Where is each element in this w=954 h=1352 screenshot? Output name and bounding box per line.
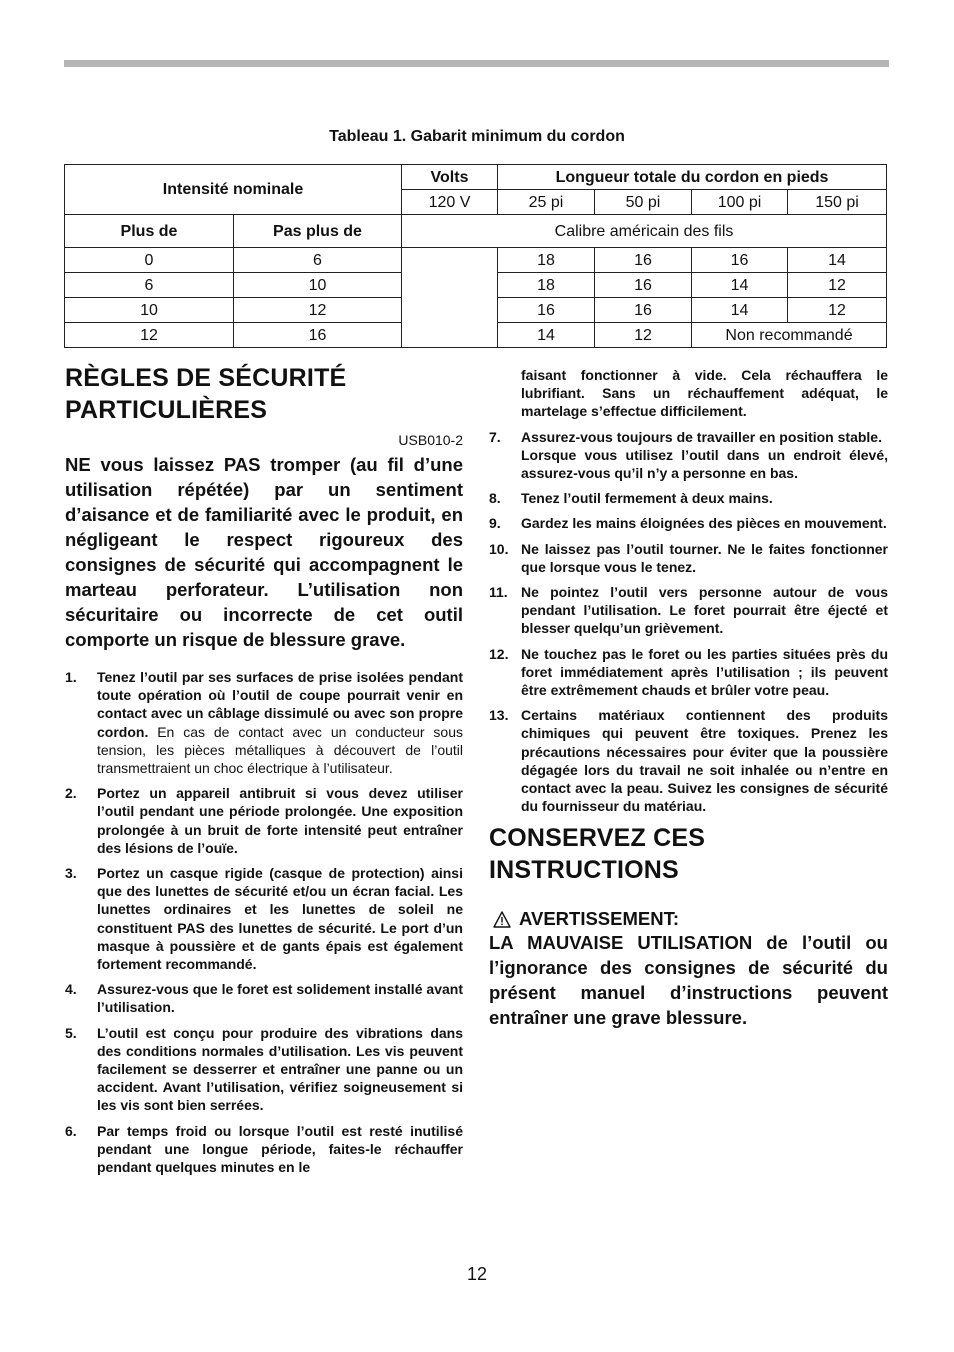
- length-25: 25 pi: [498, 190, 595, 215]
- list-item: [489, 489, 888, 507]
- item-bold-text: Tenez l’outil fermement à deux mains.: [521, 490, 773, 507]
- cell: 14: [498, 323, 595, 348]
- cell: 14: [692, 298, 788, 323]
- length-100: 100 pi: [692, 190, 788, 215]
- item-number: 5.: [65, 1024, 77, 1041]
- list-item: [489, 428, 888, 483]
- item-number: 4.: [65, 981, 77, 998]
- list-item: [65, 1122, 463, 1177]
- cell: 16: [595, 298, 692, 323]
- header-intensite: Intensité nominale: [65, 165, 402, 215]
- page-number: 12: [466, 1264, 488, 1284]
- item-number: 3.: [65, 865, 77, 882]
- cell: 18: [498, 273, 595, 298]
- cell: 6: [234, 248, 402, 273]
- cell: 10: [65, 298, 234, 323]
- item-bold-text: Portez un appareil antibruit si vous devez utiliser l’outil pendant une période prolongée. Une exposition prolongée à un bruit de forte intensité peut entraîner des lésions de l’ouïe.: [97, 785, 463, 856]
- item-number: 1.: [65, 669, 77, 685]
- list-item: [489, 540, 888, 576]
- length-50: 50 pi: [595, 190, 692, 215]
- section-title-conservez: CONSERVEZ CES INSTRUCTIONS: [489, 824, 706, 885]
- item-number: 7.: [489, 428, 501, 445]
- item-bold-text: Gardez les mains éloignées des pièces en mouvement.: [521, 515, 887, 532]
- warning-triangle-icon: [493, 911, 511, 928]
- table-row: [65, 248, 887, 273]
- cell: 10: [234, 273, 402, 298]
- warning-label: AVERTISSEMENT:: [519, 908, 680, 930]
- length-150: 150 pi: [788, 190, 887, 215]
- rules-list-right: [489, 428, 888, 816]
- rules-list-left: [65, 668, 463, 1176]
- item-bold-text-2: Lorsque vous utilisez l’outil dans un endroit élevé, assurez-vous qu’il n’y a personne en bas.: [521, 446, 888, 482]
- list-item: [65, 784, 463, 857]
- warning-heading: [489, 908, 888, 930]
- header-plus-de: Plus de: [65, 215, 234, 248]
- cell: 12: [234, 298, 402, 323]
- item-normal-text: En cas de contact avec un conducteur sous tension, les pièces métalliques à découvert de l’outil transmettraient un choc électrique à l’utilisateur.: [97, 723, 463, 777]
- cell: 12: [65, 323, 234, 348]
- cell-non-recommande: Non recommandé: [692, 323, 887, 348]
- list-item: [65, 864, 463, 973]
- cell: 16: [234, 323, 402, 348]
- warning-body: LA MAUVAISE UTILISATION de l’outil ou l’ignorance des consignes de sécurité du présent manuel d’instructions peuvent entraîner une grave blessure.: [489, 932, 888, 1029]
- cell: 14: [692, 273, 788, 298]
- section-title-regles: RÈGLES DE SÉCURITÉ PARTICULIÈRES: [65, 364, 347, 424]
- list-item: [65, 980, 463, 1016]
- empty-volts-cell: [402, 248, 498, 348]
- item-bold-text: L’outil est conçu pour produire des vibrations dans des conditions normales d’utilisation. Les vis peuvent facilement se desserrer et entraîner une panne ou un accident. Avant l’utilisation, vérifiez soigneusement si les vis sont bien serrées.: [97, 1024, 463, 1114]
- cord-gauge-table: [64, 164, 887, 348]
- item-6-continuation: faisant fonctionner à vide. Cela réchauffera le lubrifiant. Sans un réchauffement adéquat, le martelage s’effectue difficilement.: [521, 367, 888, 420]
- item-bold-text: Ne laissez pas l’outil tourner. Ne le faites fonctionner que lorsque vous le tenez.: [521, 540, 888, 575]
- item-bold-text: Certains matériaux contiennent des produits chimiques qui peuvent être toxiques. Prenez les précautions nécessaires pour éviter que la poussière dégagée lors du travail ne soit inhalée ou n’entre en contact avec la peau. Suivez les consignes de sécurité du fournisseur du matériau.: [521, 707, 888, 815]
- item-bold-text: Assurez-vous toujours de travailler en position stable.: [521, 428, 882, 445]
- lead-warning-text: NE vous laissez PAS tromper (au fil d’une utilisation répétée) par un sentiment d’aisance et de familiarité avec le produit, en négligeant le respect rigoureux des consignes de sécurité qui accompagnent le marteau perforateur. L’utilisation non sécuritaire ou incorrecte de cet outil comporte un risque de blessure grave.: [65, 454, 463, 650]
- item-bold-text: Tenez l’outil par ses surfaces de prise isolées pendant toute opération où l’outil de coupe pourrait venir en contact avec un câblage dissimulé ou avec son propre cordon.: [97, 669, 463, 740]
- volts-value: 120 V: [402, 190, 498, 215]
- header-volts: Volts: [402, 165, 498, 190]
- cell: 18: [498, 248, 595, 273]
- cell: 16: [595, 248, 692, 273]
- document-code: USB010-2: [398, 432, 463, 448]
- cell: 6: [65, 273, 234, 298]
- right-column: [489, 366, 888, 1030]
- cell: 12: [788, 273, 887, 298]
- list-item: [65, 668, 463, 777]
- cell: 16: [498, 298, 595, 323]
- cell: 14: [788, 248, 887, 273]
- cell: 12: [788, 298, 887, 323]
- cell: 0: [65, 248, 234, 273]
- table-caption: Tableau 1. Gabarit minimum du cordon: [329, 128, 625, 145]
- cell: 16: [595, 273, 692, 298]
- item-number: 11.: [489, 584, 508, 601]
- item-number: 10.: [489, 540, 509, 557]
- cell: 16: [692, 248, 788, 273]
- list-item: [489, 706, 888, 815]
- top-rule: [64, 60, 889, 67]
- list-item: [489, 514, 888, 532]
- item-number: 12.: [489, 645, 509, 662]
- left-column: [65, 362, 463, 1183]
- item-bold-text: Ne pointez l’outil vers personne autour de vous pendant l’utilisation. Le foret pourrait être éjecté et blesser quelqu’un grièvement.: [521, 584, 888, 637]
- cell: 12: [595, 323, 692, 348]
- item-bold-text: Par temps froid ou lorsque l’outil est resté inutilisé pendant une longue période, faites-le réchauffer pendant quelques minutes en le: [97, 1122, 463, 1176]
- item-number: 8.: [489, 490, 501, 507]
- header-pas-plus-de: Pas plus de: [234, 215, 402, 248]
- item-bold-text: Assurez-vous que le foret est solidement installé avant l’utilisation.: [97, 981, 463, 1016]
- list-item: [65, 1024, 463, 1115]
- item-number: 2.: [65, 785, 77, 802]
- list-item: [489, 583, 888, 638]
- item-number: 6.: [65, 1122, 77, 1139]
- header-longueur: Longueur totale du cordon en pieds: [498, 165, 887, 190]
- item-bold-text: Portez un casque rigide (casque de protection) ainsi que des lunettes de sécurité et/ou un écran facial. Les lunettes ordinaires et les lunettes de soleil ne constituent PAS des lunettes de sécurité. Le port d’un masque à poussière et de gants épais est également fortement recommandé.: [97, 865, 463, 973]
- item-number: 9.: [489, 515, 501, 532]
- list-item: [489, 645, 888, 700]
- item-bold-text: Ne touchez pas le foret ou les parties situées près du foret immédiatement après l’utilisation ; ils peuvent être extrêmement chauds et brûler votre peau.: [521, 645, 888, 699]
- header-calibre: Calibre américain des fils: [402, 215, 887, 248]
- item-number: 13.: [489, 707, 509, 724]
